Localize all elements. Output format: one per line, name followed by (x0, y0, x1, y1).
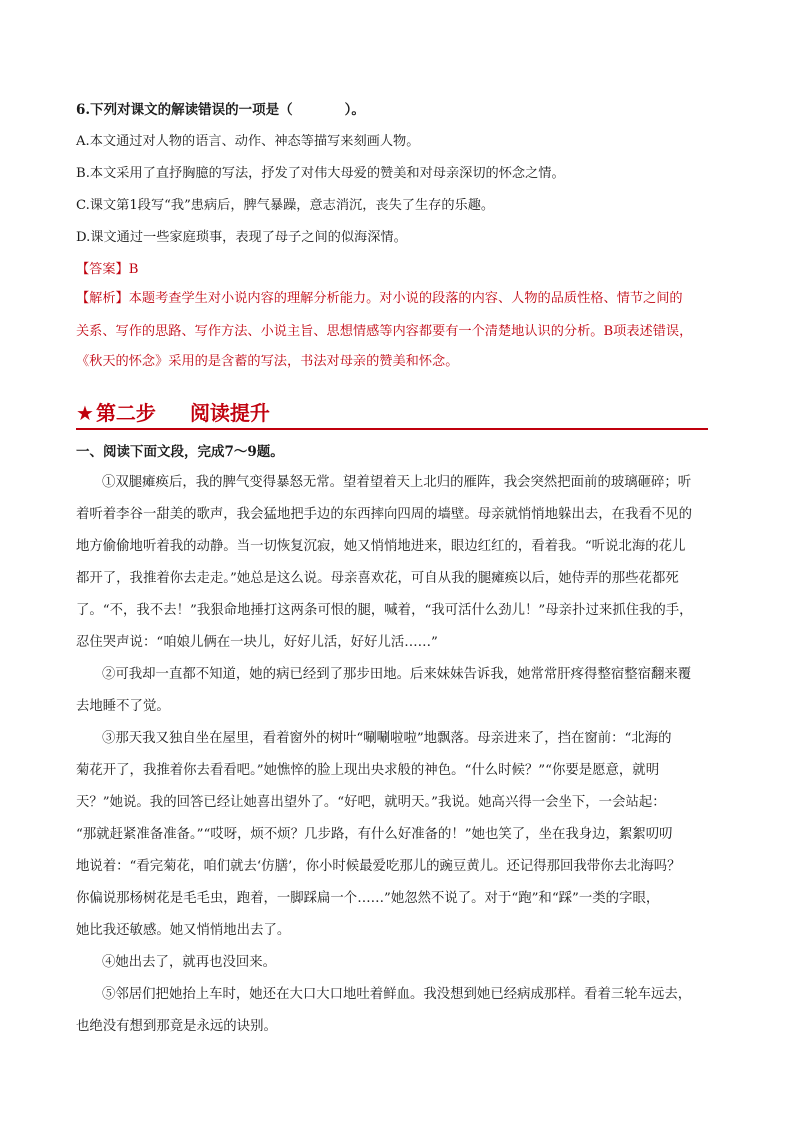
passage-line-11: 天？”她说。我的回答已经让她喜出望外了。“好吧，就明天。”我说。她高兴得一会坐下，一会站起： (76, 795, 666, 810)
passage-line-4: 都开了，我推着你去走走。”她总是这么说。母亲喜欢花，可自从我的腿瘫痪以后，她侍弄的那些花都死 (76, 571, 679, 586)
passage-line-17: ⑤邻居们把她抬上车时，她还在大口大口地吐着鲜血。我没想到她已经病成那样。看着三轮车远去， (102, 987, 692, 1002)
passage-line-14: 你偏说那杨树花是毛毛虫，跑着，一脚踩扁一个……”她忽然不说了。对于“跑”和“踩”一类的字眼， (76, 891, 660, 906)
reading-instruction: 一、阅读下面文段，完成7～9题。 (76, 444, 284, 460)
answer-line (76, 260, 138, 280)
section-step: 第二步 (95, 401, 156, 425)
analysis-text-1: 本题考查学生对小说内容的理解分析能力。对小说的段落的内容、人物的品质性格、情节之间的 (128, 291, 683, 306)
section-title: 阅读提升 (189, 401, 270, 425)
passage-line-1: ①双腿瘫痪后，我的脾气变得暴怒无常。望着望着天上北归的雁阵，我会突然把面前的玻璃砸碎；听 (102, 475, 692, 490)
passage-line-8: 去地睡不了觉。 (76, 699, 170, 714)
question-title-text: 6.下列对课文的解读错误的一项是（ (76, 102, 293, 118)
option-b: B.本文采用了直抒胸臆的写法，抒发了对伟大母爱的赞美和对母亲深切的怀念之情。 (76, 166, 565, 181)
passage-line-16: ④她出去了，就再也没回来。 (102, 955, 277, 970)
answer-value: B (128, 262, 139, 277)
passage-line-9: ③那天我又独自坐在屋里，看着窗外的树叶“唰唰啦啦”地飘落。母亲进来了，挡在窗前：“北海的 (102, 731, 672, 746)
option-a: A.本文通过对人物的语言、动作、神态等描写来刻画人物。 (76, 134, 420, 149)
passage-line-15: 她比我还敏感。她又悄悄地出去了。 (76, 923, 291, 938)
passage-line-5: 了。“不，我不去！”我狠命地捶打这两条可恨的腿，喊着，“我可活什么劲儿！”母亲扑过来抓住我的手， (76, 603, 693, 618)
option-d: D.课文通过一些家庭琐事，表现了母子之间的似海深情。 (76, 230, 407, 245)
analysis-line-2: 关系、写作的思路、写作方法、小说主旨、思想情感等内容都要有一个清楚地认识的分析。B项表述错误， (76, 324, 693, 339)
option-c: C.课文第1段写“我”患病后，脾气暴躁，意志消沉，丧失了生存的乐趣。 (76, 198, 495, 213)
passage-line-7: ②可我却一直都不知道，她的病已经到了那步田地。后来妹妹告诉我，她常常肝疼得整宿整宿翻来覆 (102, 667, 692, 682)
passage-line-3: 地方偷偷地听着我的动静。当一切恢复沉寂，她又悄悄地进来，眼边红红的，看着我。“听说北海的花儿 (76, 539, 686, 554)
passage-line-10: 菊花开了，我推着你去看看吧。”她憔悴的脸上现出央求般的神色。“什么时候？”“你要是愿意，就明 (76, 763, 660, 778)
section-heading (76, 398, 708, 430)
passage-line-2: 着听着李谷一甜美的歌声，我会猛地把手边的东西摔向四周的墙壁。母亲就悄悄地躲出去，在我看不见的 (76, 507, 692, 522)
question-title-end: ）。 (344, 102, 365, 118)
passage-line-6: 忍住哭声说：“咱娘儿俩在一块儿，好好儿活，好好儿活……” (76, 635, 438, 650)
passage-line-18: 也绝没有想到那竟是永远的诀别。 (76, 1019, 277, 1034)
question-title (76, 100, 365, 120)
analysis-line-1 (76, 289, 683, 309)
passage-line-13: 地说着：“看完菊花，咱们就去‘仿膳’，你小时候最爱吃那儿的豌豆黄儿。还记得那回我带你去北海吗？ (76, 859, 681, 874)
analysis-line-3: 《秋天的怀念》采用的是含蓄的写法，书法对母亲的赞美和怀念。 (76, 354, 459, 369)
analysis-label: 【解析】 (76, 291, 129, 306)
star-icon: ★ (76, 401, 94, 425)
passage-line-12: “那就赶紧准备准备。”“哎呀，烦不烦？几步路，有什么好准备的！”她也笑了，坐在我身边，絮絮叨叨 (76, 827, 673, 842)
answer-label: 【答案】 (76, 262, 129, 277)
